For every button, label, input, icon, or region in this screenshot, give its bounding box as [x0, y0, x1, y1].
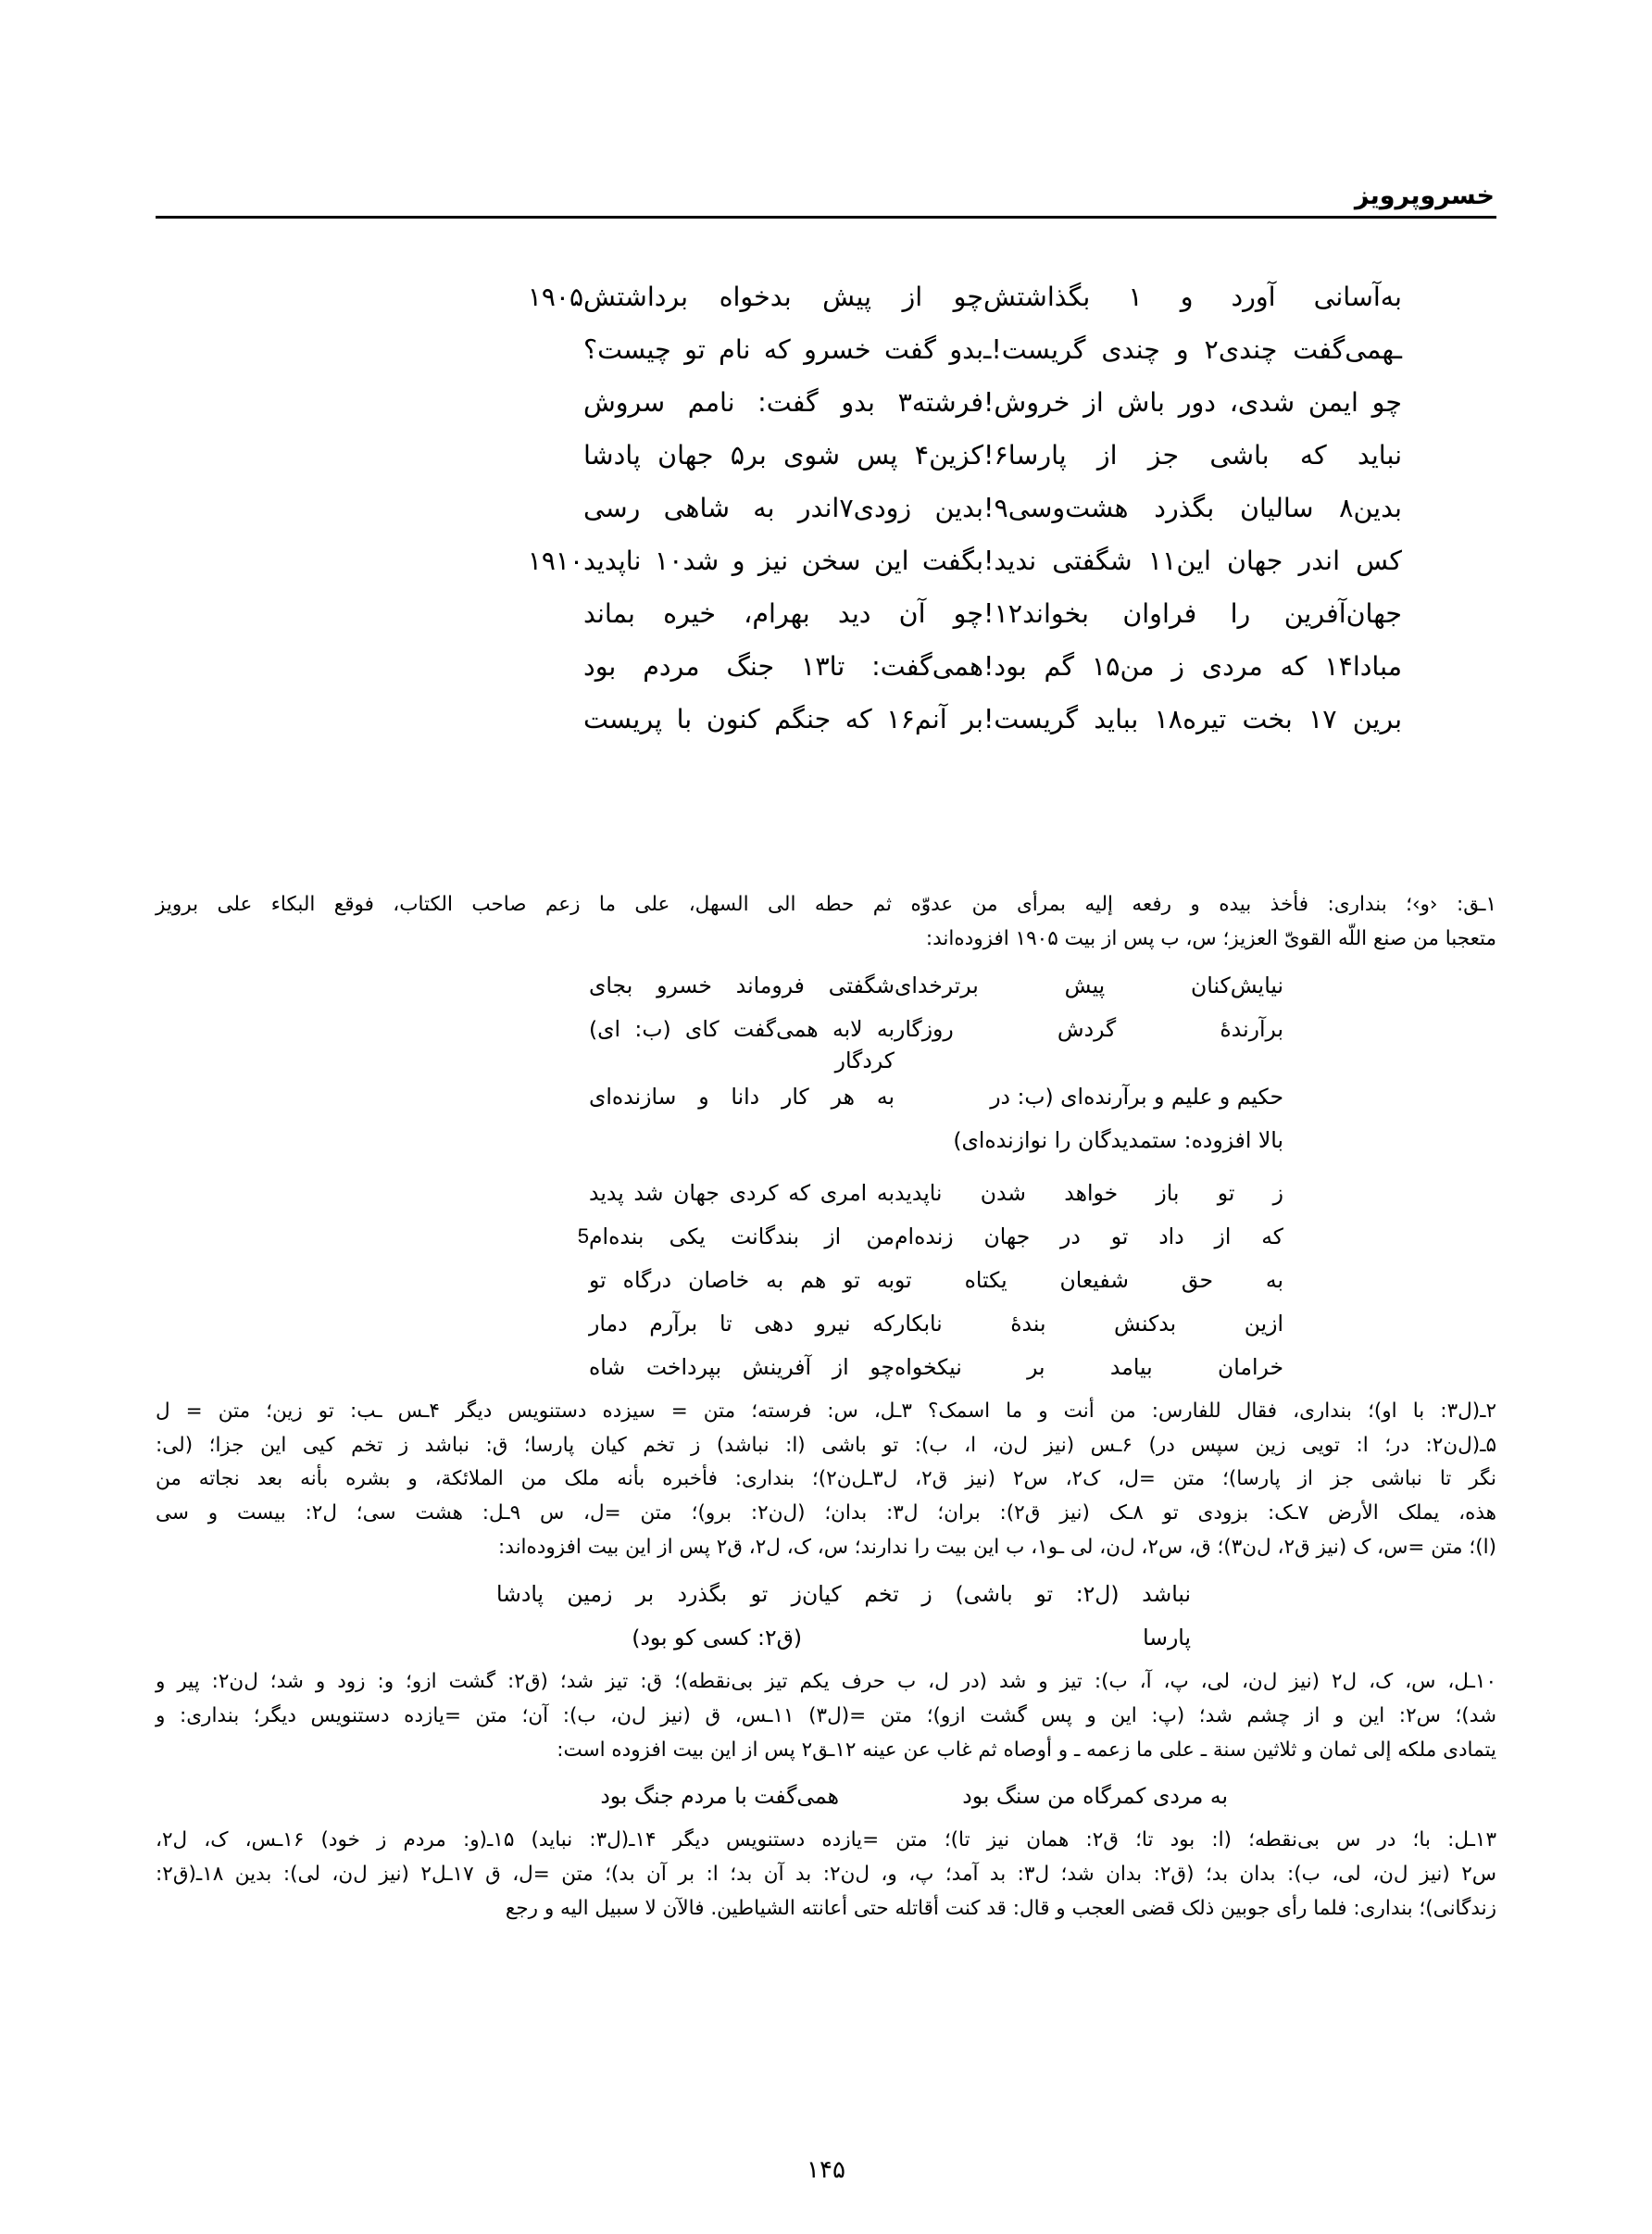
quote-row — [433, 1120, 1283, 1163]
hemistich-b: نباید که باشی جز از پارسا۶! — [983, 440, 1402, 471]
quote-hemistich-a: شگفتی فروماند خسرو بجای — [589, 972, 895, 998]
quote-hemistich-a: که نیرو دهی تا برآرم دمار — [589, 1310, 895, 1337]
quote-row — [433, 1347, 1283, 1390]
quote-hemistich-a — [589, 1120, 895, 1124]
verse-row — [278, 278, 1402, 331]
footnote-line: (ا)؛ متن =س، ک (نیز ق۲، ل‌ن۳)؛ ق، س۲، ل‌ن، لی ـو۱، ب این بیت را ندارند؛ س، ک، ل۲، ق۲ پس از این بیت افزوده‌اند: — [498, 1536, 1496, 1560]
quote-hemistich-b: بالا افزوده: ستمدیدگان را نوازنده‌ای) — [953, 1126, 1283, 1153]
hemistich-a: بگفت این سخن نیز و شد۱۰ ناپدید — [583, 546, 983, 576]
quote-line-marker — [533, 1076, 589, 1085]
running-head-area — [156, 182, 1496, 224]
quote-row — [433, 965, 1283, 1009]
verse-row — [278, 436, 1402, 489]
footnote-line: س۲ (نیز ل‌ن، لی، ب): بدان بد؛ (ق۲: بدان شد؛ ل۳: بد آمد؛ پ، و، ل‌ن۲: بد آن بد؛ ا: بر آن بد)؛ متن =ل، ق ۱۷ـل۲ (نیز ل‌ن، لی): بدین ۱۸ـ(ق۲: — [156, 1863, 1496, 1887]
page-number: ۱۴۵ — [807, 2156, 845, 2184]
hemistich-b: برین ۱۷ بخت تیره۱۸ بباید گریست! — [983, 704, 1403, 734]
quote-hemistich-b: ازین بدکنش بندهٔ نابکار — [895, 1310, 1283, 1337]
verse-number: ۱۹۱۰ — [527, 546, 583, 576]
quote-row — [433, 1216, 1283, 1260]
quote-line-marker — [533, 1173, 589, 1181]
hemistich-b: ـهمی‌گفت چندی۲ و چندی گریست!ـ — [983, 334, 1402, 365]
quote-hemistich-b: به مردی کمرگاه من سنگ بود — [962, 1783, 1228, 1810]
quote-hemistich-b: نباشد (ل۲: تو باشی) ز تخم کیان — [802, 1580, 1192, 1607]
critical-apparatus — [156, 889, 1496, 1927]
hemistich-b: بدین۸ سالیان بگذرد هشت‌وسی۹! — [983, 493, 1402, 523]
quote-hemistich-b: نیایش‌کنان پیش برترخدای — [895, 972, 1283, 998]
quote-hemistich-a: چو از آفرینش بپرداخت شاه — [589, 1353, 895, 1380]
quote-line-marker — [533, 1303, 589, 1312]
verse-row — [278, 647, 1402, 700]
verse-row — [278, 489, 1402, 542]
quote-row — [433, 1260, 1283, 1303]
quote-row — [433, 1303, 1283, 1347]
quote-row — [433, 1617, 1191, 1661]
hemistich-a: چو آن دید بهرام، خیره بماند — [583, 598, 983, 629]
footnote-line: شد)؛ س۲: این و از چشم شد؛ (پ: این و پس گشت ازو)؛ متن =(ل۳) ۱۱ـس، ق (نیز ل‌ن، ب): آن؛ متن =یازده دستنویس دیگر؛ بنداری: و — [156, 1703, 1496, 1727]
verse-number — [498, 436, 583, 440]
verse-block — [278, 278, 1402, 753]
apparatus-quote-block — [156, 1574, 1496, 1661]
quote-hemistich-a: به تو هم به خاصان درگاه تو — [589, 1266, 895, 1293]
verse-number — [498, 647, 583, 651]
hemistich-a: بر آنم۱۶ که جنگم کنون با پریست — [583, 704, 983, 734]
quote-row — [433, 1076, 1283, 1120]
hemistich-b: کس اندر جهان این۱۱ شگفتی ندید! — [983, 546, 1402, 576]
quote-hemistich-a: همی‌گفت با مردم جنگ بود — [600, 1783, 839, 1810]
hemistich-a: همی‌گفت: تا۱۳ جنگ مردم بود — [583, 651, 983, 682]
quote-hemistich-b: برآرندهٔ گردش روزگار — [895, 1015, 1283, 1042]
verse-row — [278, 331, 1402, 383]
quote-hemistich-a: (ق۲: کسی کو بود) — [632, 1624, 802, 1650]
quote-hemistich-a: به امری که کردی جهان شد پدید — [589, 1179, 895, 1206]
quote-line-marker — [533, 1009, 589, 1017]
apparatus-quote-block — [156, 1173, 1496, 1390]
hemistich-a: بدو گفت خسرو که نام تو چیست؟ — [583, 334, 983, 365]
quote-row — [433, 1574, 1191, 1617]
footnote-line: ۱ـق: ‹و›؛ بنداری: فأخذ بیده و رفعه إلیه بمرأی من عدوّه ثم حطه الی السهل، علی ما زعم صاحب الکتاب، فوقع البکاء علی برویز — [156, 893, 1496, 916]
footnote-line: هذه، یملک الأرض ۷ـک: بزودی تو ۸ـک (نیز ق۲): بران؛ ل۳: بدان؛ (ل‌ن۲: برو)؛ متن =ل، س ۹ـل: هشت سی؛ ل۲: بیست و سی — [156, 1501, 1497, 1525]
footnote-line: یتمادی ملکه إلی ثمان و ثلاثین سنة ـ علی ما زعمه ـ و أوصاه ثم غاب عن عینه ۱۲ـق۲ پس از این بیت افزوده است: — [557, 1738, 1496, 1762]
quote-line-marker: 5 — [577, 1224, 589, 1248]
quote-row — [433, 1173, 1283, 1216]
quote-line-marker — [478, 1776, 533, 1784]
verse-number — [498, 331, 583, 334]
verse-row — [278, 595, 1402, 647]
footnote-line: ۱۳ـل: با؛ در س بی‌نقطه؛ (ا: بود تا؛ ق۲: همان نیز تا)؛ متن =یازده دستنویس دیگر ۱۴ـ(ل۳: نباید) ۱۵ـ(و: مردم ز خود) ۱۶ـس، ک، ل۲، — [156, 1828, 1497, 1852]
quote-line-marker — [533, 1120, 589, 1128]
hemistich-a: چو از پیش بدخواه برداشتش — [583, 282, 983, 312]
verse-number — [498, 383, 583, 387]
verse-number — [498, 595, 583, 598]
verse-number — [498, 700, 583, 704]
footnote-line: نگر تا نباشی جز از پارسا)؛ متن =ل، ک۲، س۲ (نیز ق۲، ل۳ـل‌ن۲)؛ بنداری: فأخبره بأنه ملک من الملائکة، و بشره بأنه بعد نجاته من — [156, 1467, 1496, 1491]
quote-line-marker — [441, 1574, 496, 1582]
quote-hemistich-a: به لابه همی‌گفت کای (ب: ای) کردگار — [589, 1015, 895, 1073]
hemistich-a: کزین۴ پس شوی بر۵ جهان پادشا — [583, 440, 984, 471]
verse-number — [498, 489, 583, 493]
quote-line-marker — [533, 1260, 589, 1268]
hemistich-b: چو ایمن شدی، دور باش از خروش! — [983, 387, 1402, 418]
footnote-line: متعجبا من صنع اللّه القویّ العزیز؛ س، ب پس از بیت ۱۹۰۵ افزوده‌اند: — [925, 926, 1496, 950]
apparatus-quote-block — [156, 1776, 1496, 1819]
verse-row — [278, 383, 1402, 436]
quote-line-marker — [533, 965, 589, 973]
quote-hemistich-b: خرامان بیامد بر نیکخواه — [895, 1353, 1283, 1380]
footnote-line: ۵ـ(ل‌ن۲: در؛ ا: تویی زین سپس در) ۶ـس (نیز ل‌ن، ا، ب): تو باشی (ا: نباشد) ز تخم کیان پارسا؛ ق: نباشد ز تخم کیی این جزا؛ (لی: — [156, 1433, 1496, 1457]
running-head-title: خسروپرویز — [1354, 182, 1495, 210]
quote-row — [470, 1776, 1228, 1819]
hemistich-a: بدین زودی۷اندر به شاهی رسی — [583, 493, 983, 523]
footnote-line: ۲ـ(ل۳: با او)؛ بنداری، فقال للفارس: من أنت و ما اسمک؟ ۳ـل، س: فرسته؛ متن = سیزده دستنویس دیگر ۴ـس ـب: تو زین؛ متن = ل — [156, 1399, 1496, 1423]
quote-hemistich-b: ز تو باز خواهد شدن ناپدید — [895, 1179, 1283, 1206]
quote-hemistich-b: که از داد تو در جهان زنده‌ام — [895, 1223, 1283, 1249]
quote-line-marker — [533, 1347, 589, 1355]
footnote-line: زندگانی)؛ بنداری: فلما رأی جوبین ذلک قضی العجب و قال: قد کنت أقاتله حتی أعانته الشیاطین. فالآن لا سبیل الیه و رجع — [505, 1897, 1496, 1921]
quote-hemistich-a: به هر کار دانا و سازنده‌ای — [589, 1083, 895, 1110]
quote-hemistich-b: حکیم و علیم و برآرنده‌ای (ب: در — [990, 1083, 1283, 1110]
verse-row — [278, 542, 1402, 595]
quote-hemistich-a: ز تو بگذرد بر زمین پادشا — [496, 1580, 802, 1607]
quote-hemistich-a: من از بندگانت یکی بنده‌ام — [589, 1223, 895, 1249]
quote-hemistich-b: به حق شفیعان یکتاه تو — [895, 1266, 1283, 1293]
hemistich-b: به‌آسانی آورد و ۱ بگذاشتش — [983, 282, 1402, 312]
quote-line-marker — [441, 1617, 496, 1625]
verse-number: ۱۹۰۵ — [527, 282, 583, 312]
header-rule — [156, 216, 1496, 219]
hemistich-a: فرشته۳ بدو گفت: نامم سروش — [583, 387, 983, 418]
hemistich-b: مبادا۱۴ که مردی ز من۱۵ گم بود! — [983, 651, 1402, 682]
apparatus-quote-block — [156, 965, 1496, 1163]
quote-hemistich-b: پارسا — [1143, 1624, 1191, 1650]
quote-row — [433, 1009, 1283, 1076]
footnote-line: ۱۰ـل، س، ک، ل۲ (نیز ل‌ن، لی، پ، آ، ب): تیز و شد (در ل، ب حرف یکم تیز بی‌نقطه)؛ ق: تیز شد؛ (ق۲: گشت ازو؛ و: زود و شد؛ ل‌ن۲: پیر و — [156, 1669, 1496, 1693]
hemistich-b: جهان‌آفرین را فراوان بخواند۱۲! — [983, 598, 1402, 629]
verse-row — [278, 700, 1402, 753]
